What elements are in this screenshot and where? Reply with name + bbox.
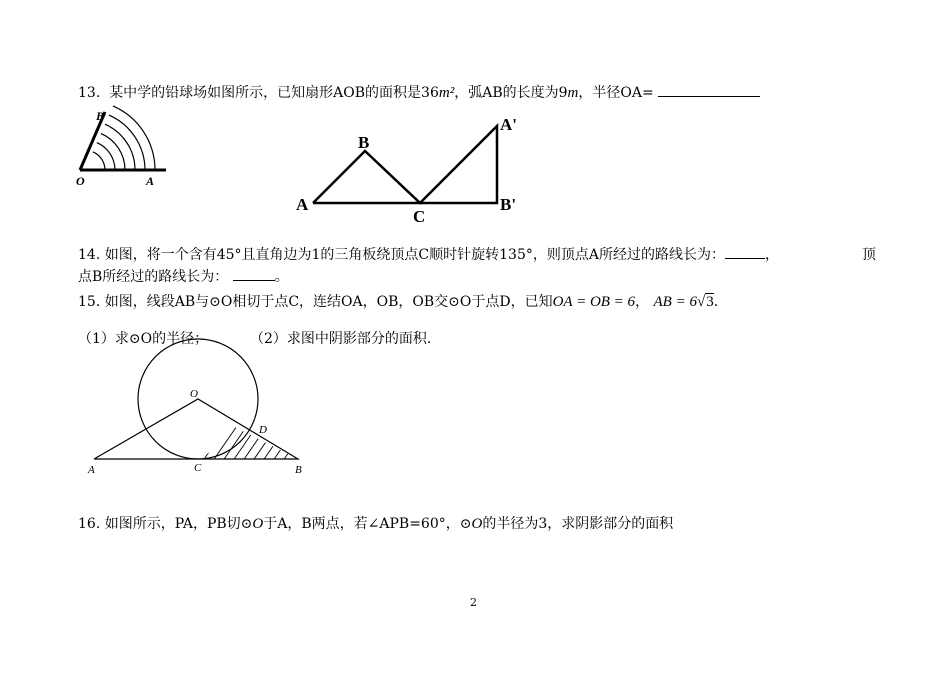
q15-part-1: （1）求⊙O的半径； [78,331,209,347]
q13-statement: 某中学的铅球场如图所示，已知扇形AOB的面积是36 [109,85,439,101]
q14-statement: 14. 如图，将一个含有45°且直角边为1的三角板绕顶点C顺时针旋转135°，则顶点A所经过的路线长为： [78,247,725,263]
q14-end: 。 [274,269,289,285]
q13-statement-3: ，半径OA= [578,85,654,101]
q13-unit-m2: m² [438,85,455,101]
page-number: 2 [470,596,477,609]
fig-label-a: A [296,195,309,214]
q15-label-c: C [194,462,202,474]
q16-text [78,513,673,533]
q15-eq-2-root: 3 [706,294,714,310]
fig-label-c: C [413,207,426,226]
q14-statement-2: 点B所经过的路线长为： [78,269,229,285]
fig-label-a-prime: A' [500,115,517,134]
q16-statement-1: 16. 如图所示，PA，PB切⊙ [78,516,253,532]
q16-statement-2: 于A，B两点，若∠APB=60°，⊙ [263,516,472,532]
q15-label-o: O [190,388,198,400]
q14-comma: ， [764,247,779,263]
fig-label-b-prime: B' [500,195,517,214]
q14-rotation-figure [290,108,530,228]
q13-label-b: B [96,109,105,123]
q13-unit-m: m [567,85,579,101]
q16-statement-3: 的半径为3，求阴影部分的面积 [482,516,674,532]
q13-label-o: O [76,174,85,188]
q13-label-a: A [146,174,155,188]
q13-statement-2: ，弧AB的长度为9 [454,85,568,101]
q14-answer-blank-b[interactable] [233,280,275,281]
q13-answer-blank[interactable] [658,96,760,97]
q15-dot: . [713,294,719,310]
q15-text [78,291,718,311]
q14-line-1-tail: 顶 [862,247,876,263]
q15-eq-1: OA = OB = 6 [552,294,636,310]
q15-eq-2-left: AB = 6 [653,294,697,310]
q15-label-a: A [88,464,95,476]
q14-answer-blank-a[interactable] [725,258,765,259]
q16-circle-o-1: O [252,516,264,532]
q14-line-1 [78,244,779,264]
q15-sep: ， [635,294,650,310]
q15-part-2: （2）求图中阴影部分的面积. [250,331,432,347]
q15-label-d: D [259,424,267,436]
q13-number: 13. [78,85,101,101]
fig-label-b: B [358,133,370,152]
q16-circle-o-2: O [471,516,483,532]
q15-statement: 15. 如图，线段AB与⊙O相切于点C，连结OA，OB，OB交⊙O于点D，已知 [78,294,553,310]
q13-sector-figure [70,108,180,188]
q15-eq-2: AB = 6√3 [653,294,714,310]
q13-text [78,82,760,102]
q15-tangent-figure [80,340,320,480]
q15-label-b: B [295,464,302,476]
q14-line-2 [78,266,289,286]
